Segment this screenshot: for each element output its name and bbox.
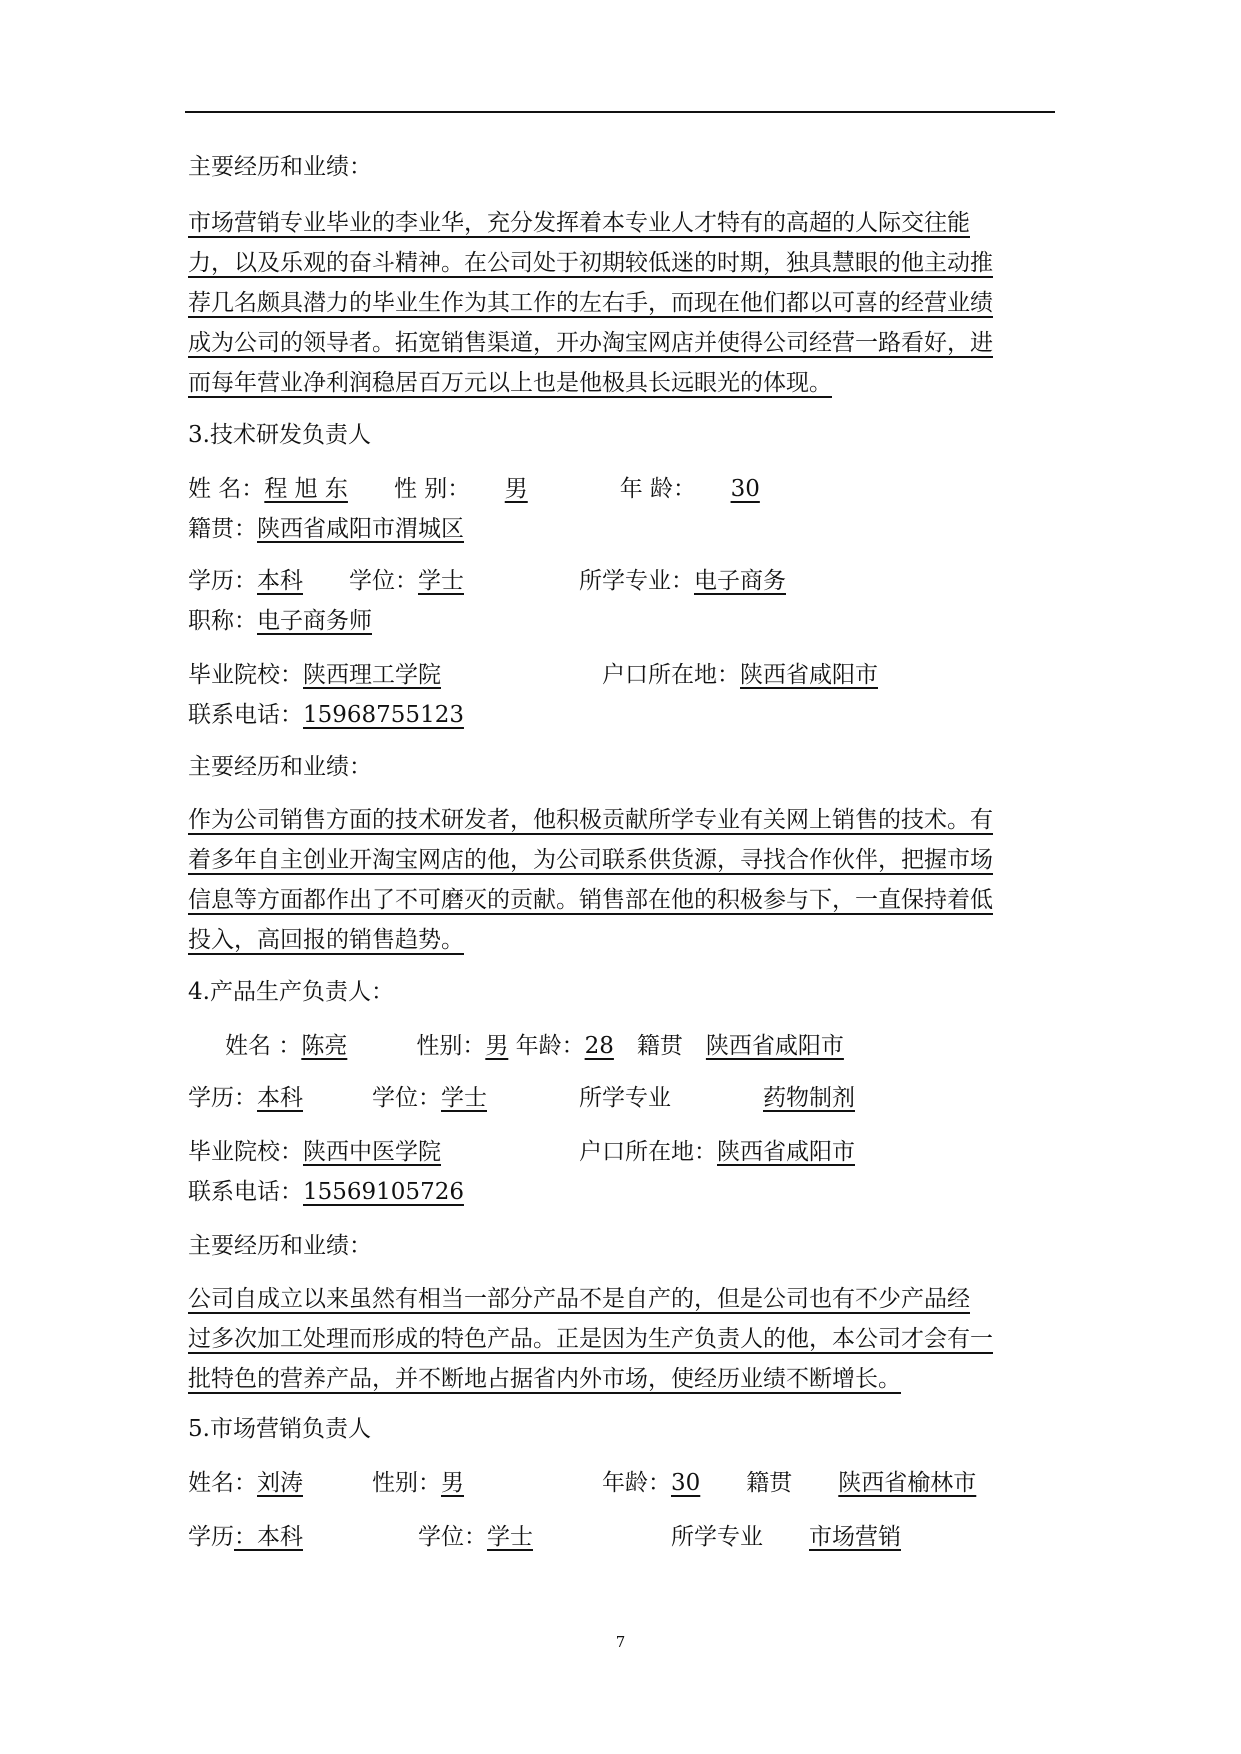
field-value: 陈亮 [301,1033,348,1059]
paragraph-line: 市场营销专业毕业的李业华，充分发挥着本专业人才特有的高超的人际交往能 [188,210,970,236]
field-value: 陕西省咸阳市 [717,1139,855,1165]
field-label: 毕业院校： [188,662,303,688]
field-label: 联系电话： [188,1179,303,1205]
field-label: 户口所在地： [602,662,740,688]
experience-paragraph [188,800,1058,960]
info-row [188,514,464,544]
field-value: 30 [730,476,760,502]
field-value: 程 旭 东 [264,476,348,502]
field-value: 刘涛 [257,1470,303,1496]
field-label: 学位： [349,568,418,594]
field-value: ：本科 [234,1524,303,1550]
field-value: 男 [441,1470,464,1496]
field-label: 所学专业 [579,1085,671,1111]
field-value: 电子商务师 [257,608,372,634]
field-label: 学位： [418,1524,487,1550]
header-rule [185,111,1055,113]
field-value: 陕西省咸阳市渭城区 [257,516,464,542]
field-label: 籍贯 [746,1470,793,1496]
field-value: 本科 [257,1085,303,1111]
field-label: 所学专业 [671,1524,763,1550]
info-row [188,1177,464,1207]
field-value: 陕西理工学院 [303,662,441,688]
field-label: 姓名： [188,1470,257,1496]
field-label: 籍贯 [636,1033,683,1059]
field-value: 市场营销 [809,1524,901,1550]
paragraph-line: 投入，高回报的销售趋势。 [188,927,464,953]
info-row [188,1522,901,1552]
field-value: 学士 [487,1524,533,1550]
field-value: 15968755123 [303,702,464,728]
info-row [188,1083,855,1113]
info-row [188,1468,976,1498]
field-label: 联系电话： [188,702,303,728]
field-label: 姓名 ： [225,1033,302,1059]
field-value: 学士 [441,1085,487,1111]
field-value: 陕西省榆林市 [838,1470,977,1496]
field-value: 28 [584,1033,614,1059]
experience-heading: 主要经历和业绩： [188,154,372,180]
field-label: 学历 [188,1524,234,1550]
field-label: 性别： [372,1470,441,1496]
field-value: 学士 [418,568,464,594]
field-value: 本科 [257,568,303,594]
info-row [188,1137,855,1167]
field-value: 男 [485,1033,509,1059]
paragraph-line: 过多次加工处理而形成的特色产品。正是因为生产负责人的他，本公司才会有一 [188,1326,993,1352]
paragraph-line: 作为公司销售方面的技术研发者，他积极贡献所学专业有关网上销售的技术。有 [188,807,993,833]
field-label: 性 别： [393,476,459,502]
section-title: 3.技术研发负责人 [188,422,371,448]
field-value: 15569105726 [303,1179,464,1205]
field-label: 姓 名： [188,476,265,502]
paragraph-line: 成为公司的领导者。拓宽销售渠道，开办淘宝网店并使得公司经营一路看好，进 [188,330,993,356]
field-label: 年龄： [515,1033,585,1059]
field-label: 学位： [372,1085,441,1111]
info-row [188,474,760,504]
info-row [225,1031,844,1061]
experience-paragraph [188,203,1058,403]
field-label: 年 龄： [619,476,685,502]
info-row [188,700,464,730]
experience-paragraph [188,1279,1058,1399]
field-label: 户口所在地： [579,1139,717,1165]
info-row [188,660,878,690]
field-label: 籍贯： [188,516,257,542]
paragraph-line: 着多年自主创业开淘宝网店的他，为公司联系供货源，寻找合作伙伴，把握市场 [188,847,993,873]
field-label: 所学专业： [579,568,694,594]
page-number: 7 [615,1633,626,1651]
paragraph-line: 而每年营业净利润稳居百万元以上也是他极具长远眼光的体现。 [188,370,832,396]
experience-heading: 主要经历和业绩： [188,754,372,780]
field-value: 30 [671,1470,701,1496]
field-label: 毕业院校： [188,1139,303,1165]
paragraph-line: 荐几名颇具潜力的毕业生作为其工作的左右手，而现在他们都以可喜的经营业绩 [188,290,993,316]
field-label: 年龄： [602,1470,671,1496]
section-title: 5.市场营销负责人 [188,1416,371,1442]
experience-heading: 主要经历和业绩： [188,1233,372,1259]
info-row [188,566,786,596]
field-value: 药物制剂 [763,1085,855,1111]
field-value: 陕西省咸阳市 [705,1033,844,1059]
field-value: 陕西省咸阳市 [740,662,878,688]
field-value: 电子商务 [694,568,786,594]
field-label: 职称： [188,608,257,634]
paragraph-line: 批特色的营养产品，并不断地占据省内外市场，使经历业绩不断增长。 [188,1366,901,1392]
paragraph-line: 信息等方面都作出了不可磨灭的贡献。销售部在他的积极参与下，一直保持着低 [188,887,993,913]
field-label: 学历： [188,568,257,594]
field-label: 学历： [188,1085,257,1111]
field-label: 性别： [416,1033,486,1059]
field-value: 陕西中医学院 [303,1139,441,1165]
section-title: 4.产品生产负责人： [188,979,394,1005]
field-value: 男 [504,476,528,502]
info-row [188,606,372,636]
paragraph-line: 公司自成立以来虽然有相当一部分产品不是自产的，但是公司也有不少产品经 [188,1286,970,1312]
paragraph-line: 力，以及乐观的奋斗精神。在公司处于初期较低迷的时期，独具慧眼的他主动推 [188,250,993,276]
